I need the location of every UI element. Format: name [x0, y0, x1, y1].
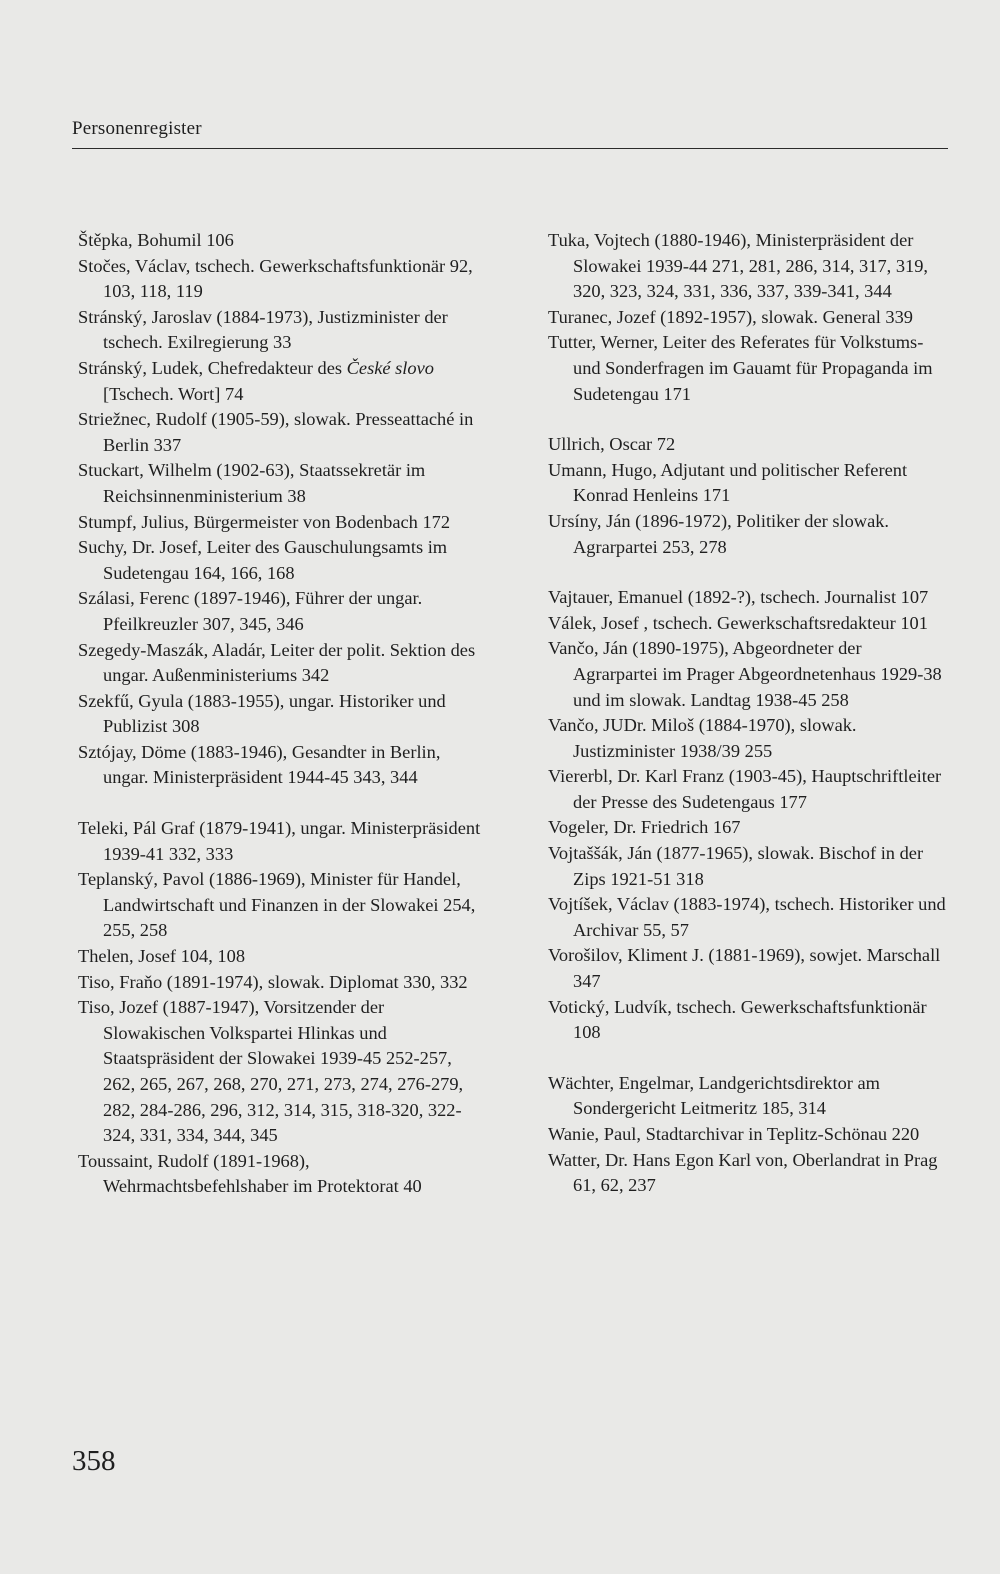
index-entry: Viererbl, Dr. Karl Franz (1903-45), Hauptschriftleiter der Presse des Sudetengaus 177 [548, 766, 942, 812]
index-entry: Vojtíšek, Václav (1883-1974), tschech. Historiker und Archivar 55, 57 [548, 894, 946, 940]
index-entry: Stránský, Ludek, Chefredakteur des České slovo [Tschech. Wort] 74 [78, 357, 434, 404]
index-entry: Stumpf, Julius, Bürgermeister von Bodenbach 172 [78, 511, 451, 532]
index-entry: Vorošilov, Kliment J. (1881-1969), sowjet. Marschall 347 [548, 945, 941, 992]
index-entry: Vančo, Ján (1890-1975), Abgeordneter der Agrarpartei im Prager Abgeordnetenhaus 1929-38 und im slowak. Landtag 1938-45 258 [548, 638, 942, 710]
page-number: 358 [72, 1445, 116, 1477]
index-entry: Szekfű, Gyula (1883-1955), ungar. Historiker und Publizist 308 [78, 690, 446, 737]
index-column-left [78, 228, 486, 1200]
index-entry: Tiso, Jozef (1887-1947), Vorsitzender der Slowakischen Volkspartei Hlinkas und Staatspräsident der Slowakei 1939-45 252-257, 262, 265, 267, 268, 270, 271, 273, 274, 276-279, 282, 284-286, 296, 312, 314, 315, 318-320, 322-324, 331, 334, 344, 345 [78, 997, 464, 1146]
index-entry: Sztójay, Döme (1883-1946), Gesandter in Berlin, ungar. Ministerpräsident 1944-45 343, 344 [78, 741, 441, 788]
index-entry: Vajtauer, Emanuel (1892-?), tschech. Journalist 107 [548, 587, 929, 608]
index-entry: Suchy, Dr. Josef, Leiter des Gauschulungsamts im Sudetengau 164, 166, 168 [78, 537, 448, 583]
index-entry: Tutter, Werner, Leiter des Referates für Volkstums- und Sonderfragen im Gauamt für Propaganda im Sudetengau 171 [548, 332, 933, 404]
index-entry: Stočes, Václav, tschech. Gewerkschaftsfunktionär 92, 103, 118, 119 [78, 255, 473, 302]
index-entry: Szegedy-Maszák, Aladár, Leiter der polit. Sektion des ungar. Außenministeriums 342 [78, 639, 476, 686]
index-entry: Umann, Hugo, Adjutant und politischer Referent Konrad Henleins 171 [548, 459, 908, 506]
index-entry: Thelen, Josef 104, 108 [78, 946, 246, 967]
index-entry: Vančo, JUDr. Miloš (1884-1970), slowak. Justizminister 1938/39 255 [548, 715, 857, 761]
index-entry: Turanec, Jozef (1892-1957), slowak. General 339 [548, 306, 913, 327]
index-entry: Tuka, Vojtech (1880-1946), Ministerpräsident der Slowakei 1939-44 271, 281, 286, 314, 317, 319, 320, 323, 324, 331, 336, 337, 339-341, 344 [548, 230, 929, 302]
index-entry: Vojtaššák, Ján (1877-1965), slowak. Bischof in der Zips 1921-51 318 [548, 843, 924, 889]
index-entry: Szálasi, Ferenc (1897-1946), Führer der ungar. Pfeilkreuzler 307, 345, 346 [78, 588, 423, 634]
index-entry: Votický, Ludvík, tschech. Gewerkschaftsfunktionär 108 [548, 996, 927, 1043]
index-entry: Ullrich, Oscar 72 [548, 434, 676, 455]
index-column-right [548, 228, 946, 1199]
running-header: Personenregister [72, 118, 948, 149]
index-entry: Wanie, Paul, Stadtarchivar in Teplitz-Schönau 220 [548, 1124, 920, 1144]
index-entry: Teplanský, Pavol (1886-1969), Minister für Handel, Landwirtschaft und Finanzen in der Slowakei 254, 255, 258 [78, 869, 476, 941]
index-entry: Vogeler, Dr. Friedrich 167 [548, 817, 741, 838]
index-entry: Tiso, Fraňo (1891-1974), slowak. Diplomat 330, 332 [78, 971, 468, 992]
index-entry: Válek, Josef , tschech. Gewerkschaftsredakteur 101 [548, 612, 928, 633]
index-entry: Watter, Dr. Hans Egon Karl von, Oberlandrat in Prag 61, 62, 237 [548, 1149, 938, 1196]
index-entry: Stuckart, Wilhelm (1902-63), Staatssekretär im Reichsinnenministerium 38 [78, 460, 426, 506]
index-entry: Stránský, Jaroslav (1884-1973), Justizminister der tschech. Exilregierung 33 [78, 306, 448, 353]
index-entry: Štěpka, Bohumil 106 [78, 230, 234, 250]
index-entry: Wächter, Engelmar, Landgerichtsdirektor am Sondergericht Leitmeritz 185, 314 [548, 1072, 880, 1119]
index-entry: Striežnec, Rudolf (1905-59), slowak. Presseattaché in Berlin 337 [78, 409, 474, 455]
index-entry: Teleki, Pál Graf (1879-1941), ungar. Ministerpräsident 1939-41 332, 333 [78, 818, 481, 864]
index-entry: Ursíny, Ján (1896-1972), Politiker der slowak. Agrarpartei 253, 278 [548, 510, 890, 557]
index-entry: Toussaint, Rudolf (1891-1968), Wehrmachtsbefehlshaber im Protektorat 40 [78, 1150, 422, 1197]
